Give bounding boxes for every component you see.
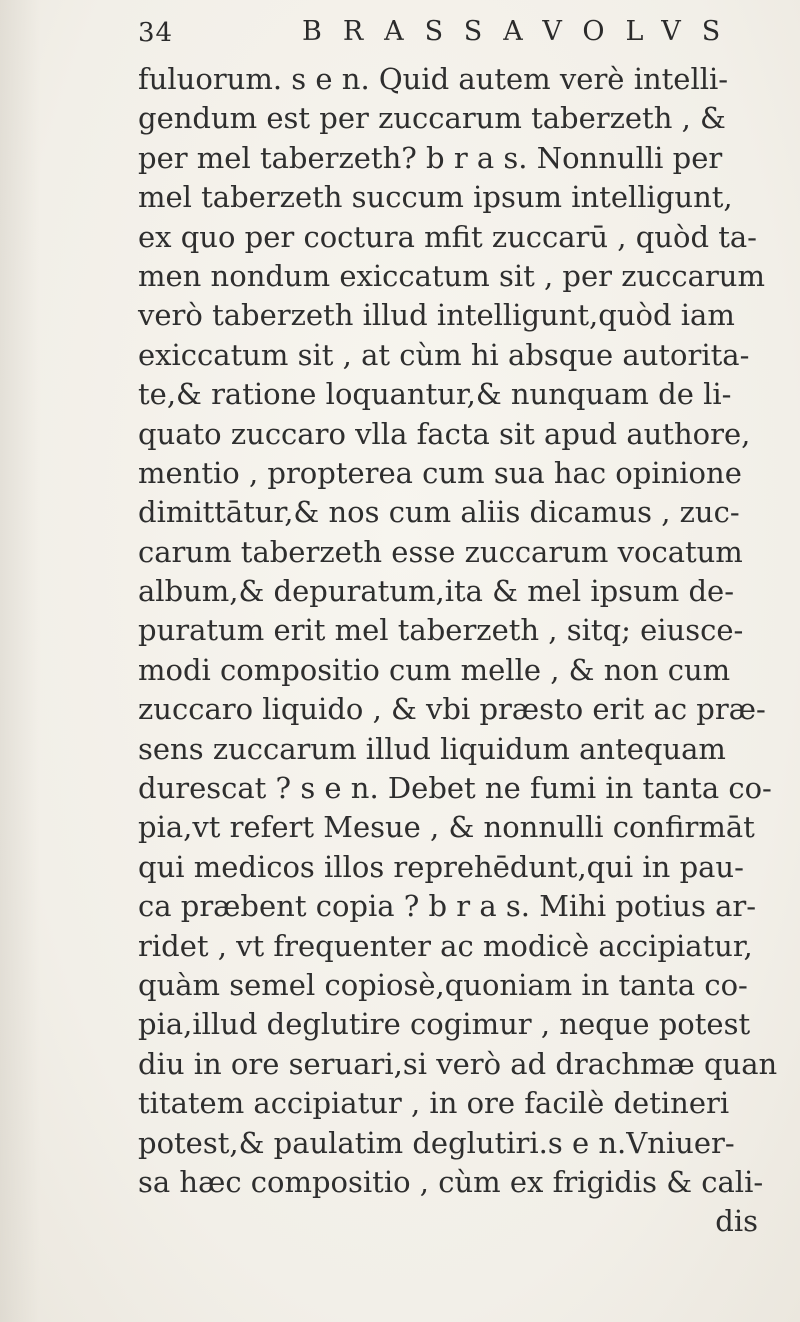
text-line: sens zuccarum illud liquidum antequam bbox=[138, 731, 726, 766]
text-line: verò taberzeth illud intelligunt,quòd iam bbox=[138, 298, 735, 333]
text-line: modi compositio cum melle , & non cum bbox=[138, 652, 731, 687]
text-line: titatem accipiatur , in ore facilè detineri bbox=[138, 1086, 730, 1121]
text-line: puratum erit mel taberzeth , sitq; eiusce- bbox=[138, 613, 744, 648]
text-line: dimittātur,& nos cum aliis dicamus , zuc- bbox=[138, 495, 740, 530]
text-line: mel taberzeth succum ipsum intelligunt, bbox=[138, 180, 733, 215]
text-line: quàm semel copiosè,quoniam in tanta co- bbox=[138, 967, 748, 1002]
text-line: potest,& paulatim deglutiri.s e n.Vniuer- bbox=[138, 1125, 735, 1160]
text-line: ex quo per coctura mfit zuccarū , quòd ta- bbox=[138, 219, 757, 254]
text-line: ridet , vt frequenter ac modicè accipiatur, bbox=[138, 928, 753, 963]
page-gutter-shadow bbox=[0, 0, 40, 1322]
text-line: fuluorum. s e n. Quid autem verè intelli- bbox=[138, 62, 729, 96]
text-body bbox=[138, 60, 778, 1242]
text-line: gendum est per zuccarum taberzeth , & bbox=[138, 101, 726, 136]
text-line: sa hæc compositio , cùm ex frigidis & cali- bbox=[138, 1164, 764, 1199]
text-line: per mel taberzeth? b r a s. Nonnulli per bbox=[138, 140, 723, 175]
text-line: diu in ore seruari,si verò ad drachmæ quan bbox=[138, 1046, 778, 1081]
text-line: exiccatum sit , at cùm hi absque autorita- bbox=[138, 337, 750, 372]
running-head: BRASSAVOLVS bbox=[302, 16, 742, 47]
text-line: pia,vt refert Mesue , & nonnulli confirmāt bbox=[138, 810, 755, 845]
text-line: carum taberzeth esse zuccarum vocatum bbox=[138, 534, 743, 569]
page-header bbox=[138, 14, 768, 54]
text-line: durescat ? s e n. Debet ne fumi in tanta co- bbox=[138, 771, 772, 806]
text-line: qui medicos illos reprehēdunt,qui in pau- bbox=[138, 849, 744, 884]
page-number: 34 bbox=[138, 18, 174, 48]
text-line: men nondum exiccatum sit , per zuccarum bbox=[138, 258, 765, 293]
text-line: ca præbent copia ? b r a s. Mihi potius ar- bbox=[138, 889, 757, 924]
text-line: zuccaro liquido , & vbi præsto erit ac præ- bbox=[138, 692, 766, 727]
text-line: mentio , propterea cum sua hac opinione bbox=[138, 455, 742, 490]
catchword: dis bbox=[715, 1204, 758, 1239]
text-line: pia,illud deglutire cogimur , neque potest bbox=[138, 1007, 751, 1042]
text-line: quato zuccaro vlla facta sit apud authore, bbox=[138, 416, 751, 451]
text-line: te,& ratione loquantur,& nunquam de li- bbox=[138, 377, 732, 412]
text-line: album,& depuratum,ita & mel ipsum de- bbox=[138, 574, 734, 609]
